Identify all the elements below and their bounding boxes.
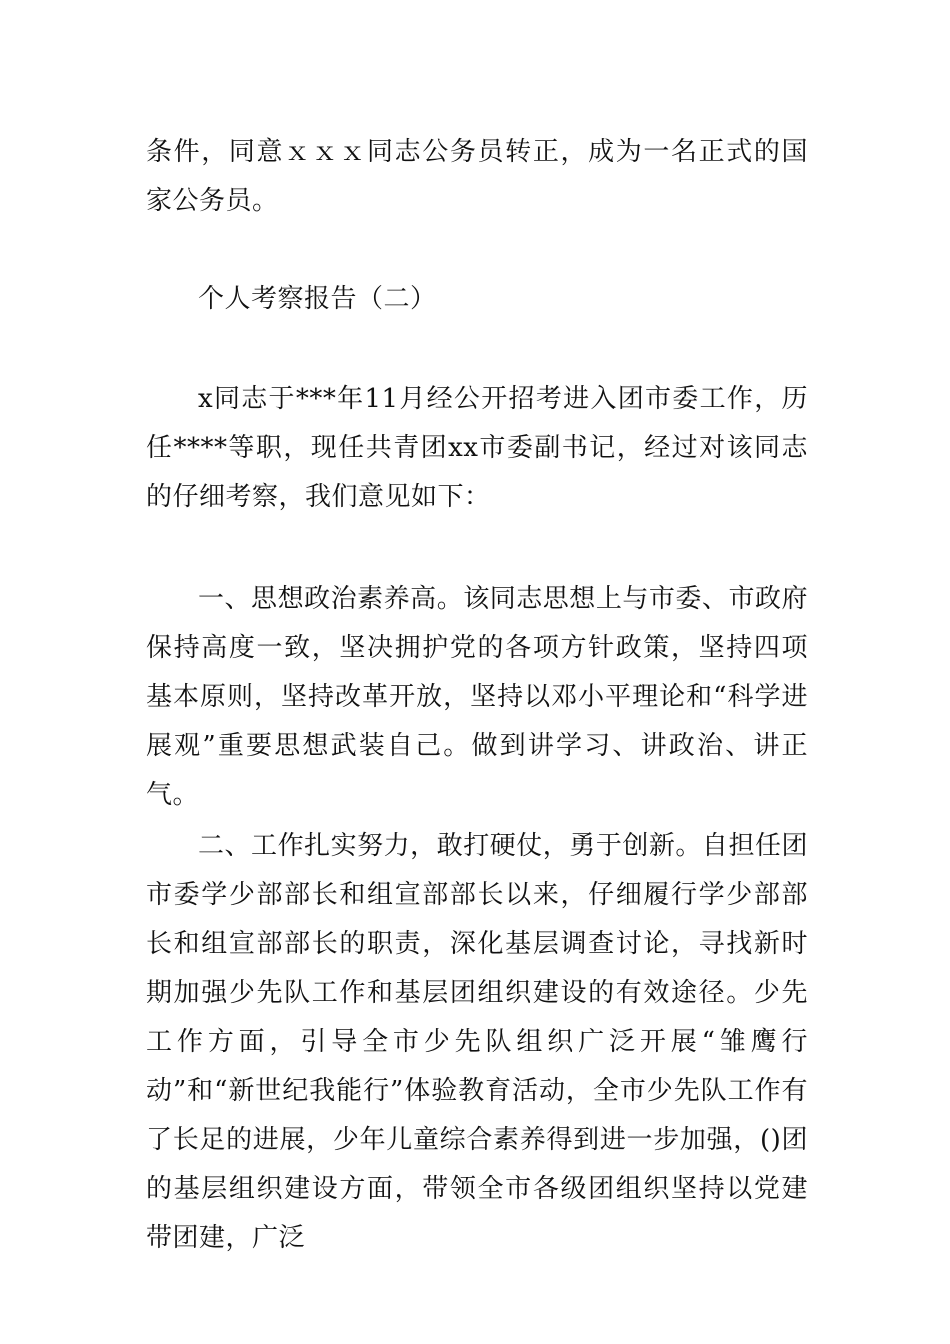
paragraph-point-two: 二、工作扎实努力，敢打硬仗，勇于创新。自担任团市委学少部部长和组宣部部长以来，仔细履行学少部部长和组宣部部长的职责，深化基层调查讨论，寻找新时期加强少先队工作和基层团组织建设的有效途径。少先工作方面，引导全市少先队组织广泛开展“雏鹰行动”和“新世纪我能行”体验教育活动，全市少先队工作有了长足的进展，少年儿童综合素养得到进一步加强，()团的基层组织建设方面，带领全市各级团组织坚持以党建带团建，广泛 xyxy=(146,831,808,1253)
paragraph-continuation: 条件，同意ｘｘｘ同志公务员转正，成为一名正式的国家公务员。 xyxy=(146,137,808,216)
paragraph-intro: x同志于***年11月经公开招考进入团市委工作，历任****等职，现任共青团xx市委副书记，经过对该同志的仔细考察，我们意见如下： xyxy=(146,384,808,512)
paragraph-point-one: 一、思想政治素养高。该同志思想上与市委、市政府保持高度一致，坚决拥护党的各项方针政策，坚持四项基本原则，坚持改革开放，坚持以邓小平理论和“科学进展观”重要思想武装自己。做到讲学习、讲政治、讲正气。 xyxy=(146,584,808,810)
section-heading: 个人考察报告（二） xyxy=(198,284,437,314)
